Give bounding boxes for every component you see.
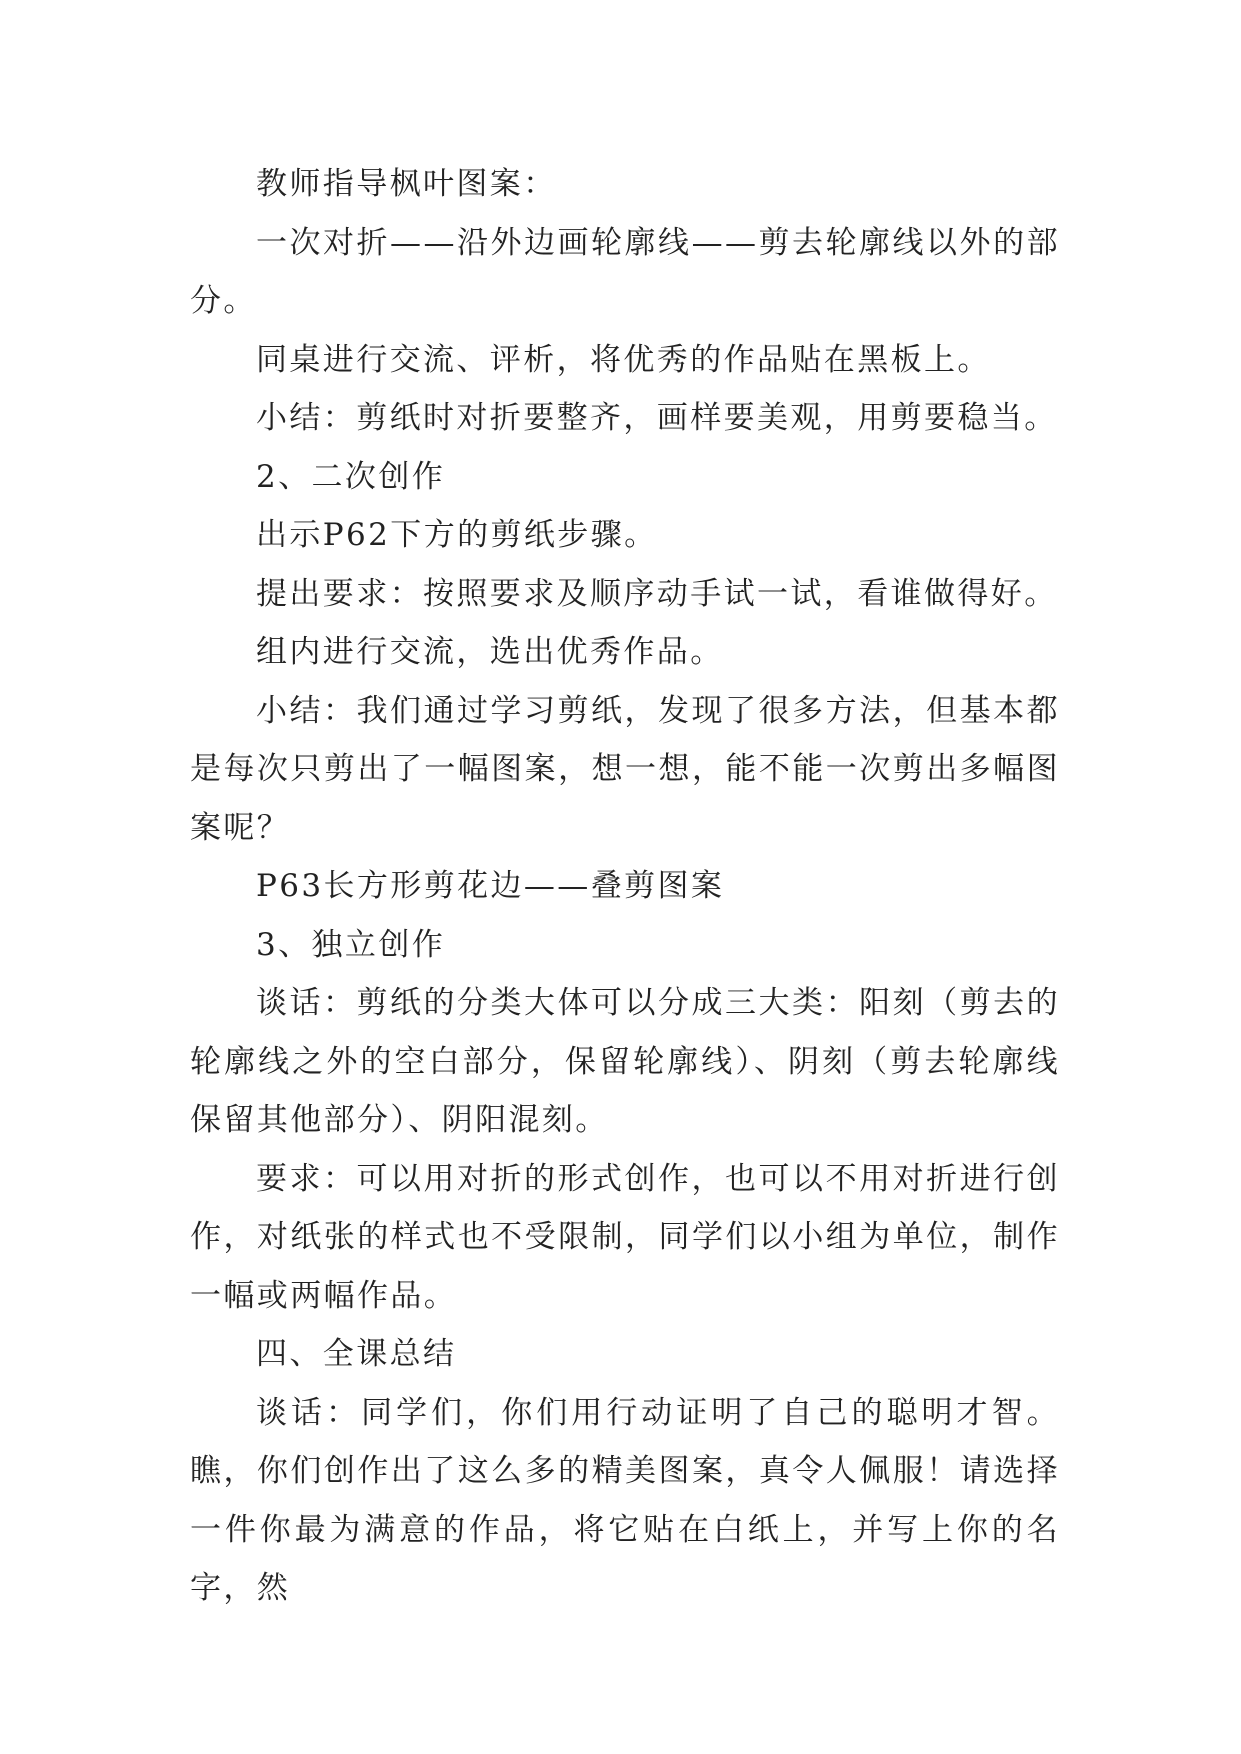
paragraph: 谈话：剪纸的分类大体可以分成三大类：阳刻（剪去的轮廓线之外的空白部分，保留轮廓线）、阴刻（剪去轮廓线保留其他部分）、阴阳混刻。 [190,985,1060,1138]
paragraph: P63长方形剪花边——叠剪图案 [256,868,725,904]
paragraph: 教师指导枫叶图案： [256,166,557,202]
paragraph: 组内进行交流，选出优秀作品。 [256,634,724,670]
document-body [190,155,1060,1618]
paragraph: 提出要求：按照要求及顺序动手试一试，看谁做得好。 [256,575,1058,612]
section-heading: 四、全课总结 [256,1336,457,1372]
paragraph: 同桌进行交流、评析，将优秀的作品贴在黑板上。 [256,341,991,378]
paragraph: 出示P62下方的剪纸步骤。 [256,517,658,553]
paragraph: 小结：我们通过学习剪纸，发现了很多方法，但基本都是每次只剪出了一幅图案，想一想，能不能一次剪出多幅图案呢？ [190,692,1060,846]
section-heading: 2、二次创作 [256,458,446,495]
paragraph: 要求：可以用对折的形式创作，也可以不用对折进行创作，对纸张的样式也不受限制，同学们以小组为单位，制作一幅或两幅作品。 [190,1160,1060,1314]
paragraph: 一次对折——沿外边画轮廓线——剪去轮廓线以外的部分。 [190,224,1060,319]
paragraph: 谈话：同学们，你们用行动证明了自己的聪明才智。瞧，你们创作出了这么多的精美图案，真令人佩服！请选择一件你最为满意的作品，将它贴在白纸上，并写上你的名字，然 [190,1394,1060,1606]
section-heading: 3、独立创作 [256,926,446,963]
paragraph: 小结：剪纸时对折要整齐，画样要美观，用剪要稳当。 [256,400,1058,436]
